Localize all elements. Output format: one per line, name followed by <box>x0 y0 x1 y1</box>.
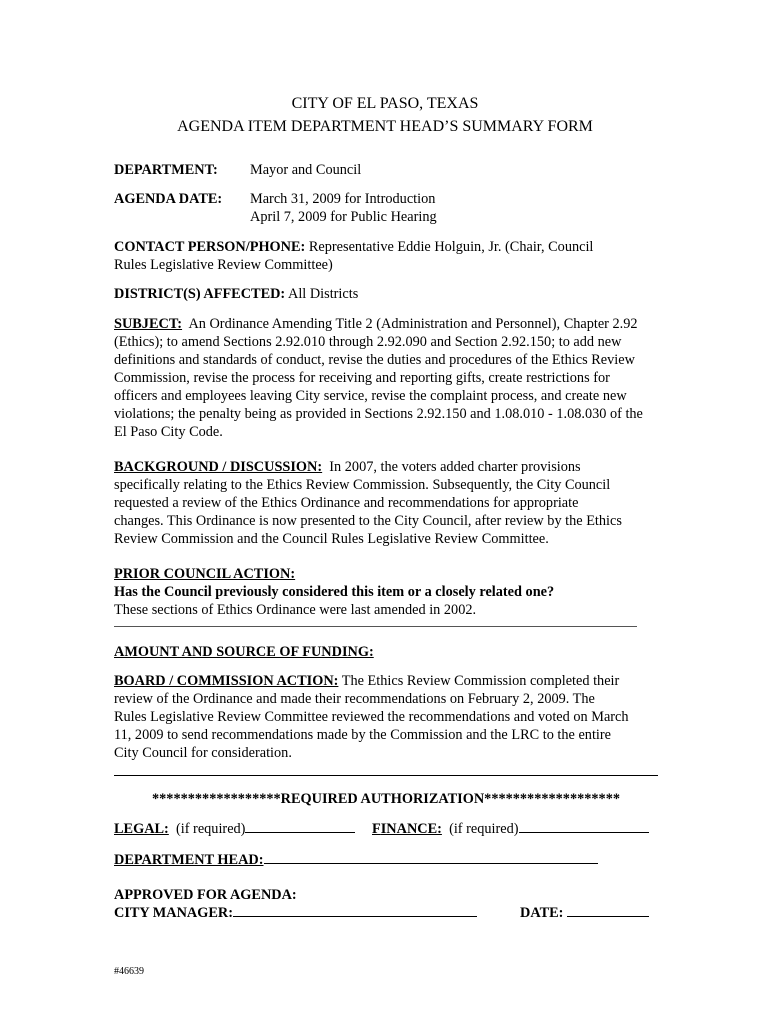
background-section <box>114 458 658 548</box>
legal-label: LEGAL: <box>114 821 169 837</box>
department-head-signature-line <box>114 851 598 869</box>
districts-label: DISTRICT(S) AFFECTED: <box>114 286 286 302</box>
contact-value: Representative Eddie Holguin, Jr. (Chair, Council <box>308 239 594 255</box>
approved-for-agenda-label: APPROVED FOR AGENDA: <box>114 887 297 903</box>
board-action-section <box>114 672 658 762</box>
board-action-line: City Council for consideration. <box>114 745 292 761</box>
department-head-signature-blank[interactable] <box>264 851 598 864</box>
background-line: specifically relating to the Ethics Review Commission. Subsequently, the City Council <box>114 477 611 493</box>
background-line: requested a review of the Ethics Ordinance and recommendations for appropriate <box>114 495 579 511</box>
finance-note: (if required) <box>449 821 519 837</box>
contact-value-cont: Rules Legislative Review Committee) <box>114 257 333 273</box>
contact-label: CONTACT PERSON/PHONE: <box>114 239 306 255</box>
background-line: changes. This Ordinance is now presented to the City Council, after review by the Ethics <box>114 513 622 529</box>
legal-signature-line <box>114 820 355 838</box>
board-action-line: The Ethics Review Commission completed their <box>341 673 620 689</box>
board-action-label: BOARD / COMMISSION ACTION: <box>114 673 339 689</box>
finance-label: FINANCE: <box>372 821 442 837</box>
divider <box>114 775 658 776</box>
department-head-label: DEPARTMENT HEAD: <box>114 852 264 868</box>
subject-line: Commission, revise the process for receiving and reporting gifts, create restrictions for <box>114 370 610 386</box>
districts-value: All Districts <box>288 286 359 302</box>
agenda-date-introduction: March 31, 2009 for Introduction <box>250 191 436 207</box>
city-manager-signature-blank[interactable] <box>233 904 477 917</box>
subject-line: An Ordinance Amending Title 2 (Administration and Personnel), Chapter 2.92 <box>188 316 638 332</box>
background-line: Review Commission and the Council Rules Legislative Review Committee. <box>114 531 549 547</box>
board-action-line: review of the Ordinance and made their recommendations on February 2, 2009. The <box>114 691 595 707</box>
funding-label: AMOUNT AND SOURCE OF FUNDING: <box>114 644 374 660</box>
finance-signature-line <box>372 820 649 838</box>
date-signature-line <box>520 904 649 922</box>
department-value: Mayor and Council <box>250 162 362 178</box>
agenda-date-public-hearing: April 7, 2009 for Public Hearing <box>250 209 437 225</box>
finance-signature-blank[interactable] <box>519 820 649 833</box>
legal-signature-blank[interactable] <box>245 820 355 833</box>
subject-line: officers and employees leaving City service, revise the complaint process, and create new <box>114 388 627 404</box>
city-manager-signature-line <box>114 904 477 922</box>
background-label: BACKGROUND / DISCUSSION: <box>114 459 323 475</box>
authorization-heading: ******************REQUIRED AUTHORIZATION******************* <box>152 791 620 807</box>
subject-line: (Ethics); to amend Sections 2.92.010 through 2.92.090 and Section 2.92.150; to add new <box>114 334 622 350</box>
date-blank[interactable] <box>567 904 649 917</box>
agenda-date-label: AGENDA DATE: <box>114 191 223 207</box>
districts-section <box>114 285 358 303</box>
prior-action-label: PRIOR COUNCIL ACTION: <box>114 566 296 582</box>
department-label: DEPARTMENT: <box>114 162 218 178</box>
subject-line: El Paso City Code. <box>114 424 223 440</box>
city-manager-label: CITY MANAGER: <box>114 905 234 921</box>
legal-note: (if required) <box>175 821 246 837</box>
document-number: #46639 <box>114 966 144 977</box>
divider <box>114 626 637 627</box>
subject-line: violations; the penalty being as provided in Sections 2.92.150 and 1.08.010 - 1.08.030 of the <box>114 406 643 422</box>
contact-section <box>114 238 658 274</box>
date-label: DATE: <box>520 905 564 921</box>
background-line: In 2007, the voters added charter provisions <box>329 459 581 475</box>
board-action-line: Rules Legislative Review Committee reviewed the recommendations and voted on March <box>114 709 629 725</box>
prior-action-section <box>114 565 658 619</box>
prior-action-answer: These sections of Ethics Ordinance were last amended in 2002. <box>114 602 477 618</box>
city-title: CITY OF EL PASO, TEXAS <box>291 95 479 112</box>
subject-section <box>114 315 664 441</box>
subject-line: definitions and standards of conduct, revise the duties and procedures of the Ethics Review <box>114 352 635 368</box>
prior-action-question: Has the Council previously considered this item or a closely related one? <box>114 584 555 600</box>
board-action-line: 11, 2009 to send recommendations made by the Commission and the LRC to the entire <box>114 727 611 743</box>
subject-label: SUBJECT: <box>114 316 183 332</box>
form-title: AGENDA ITEM DEPARTMENT HEAD’S SUMMARY FORM <box>177 118 593 135</box>
